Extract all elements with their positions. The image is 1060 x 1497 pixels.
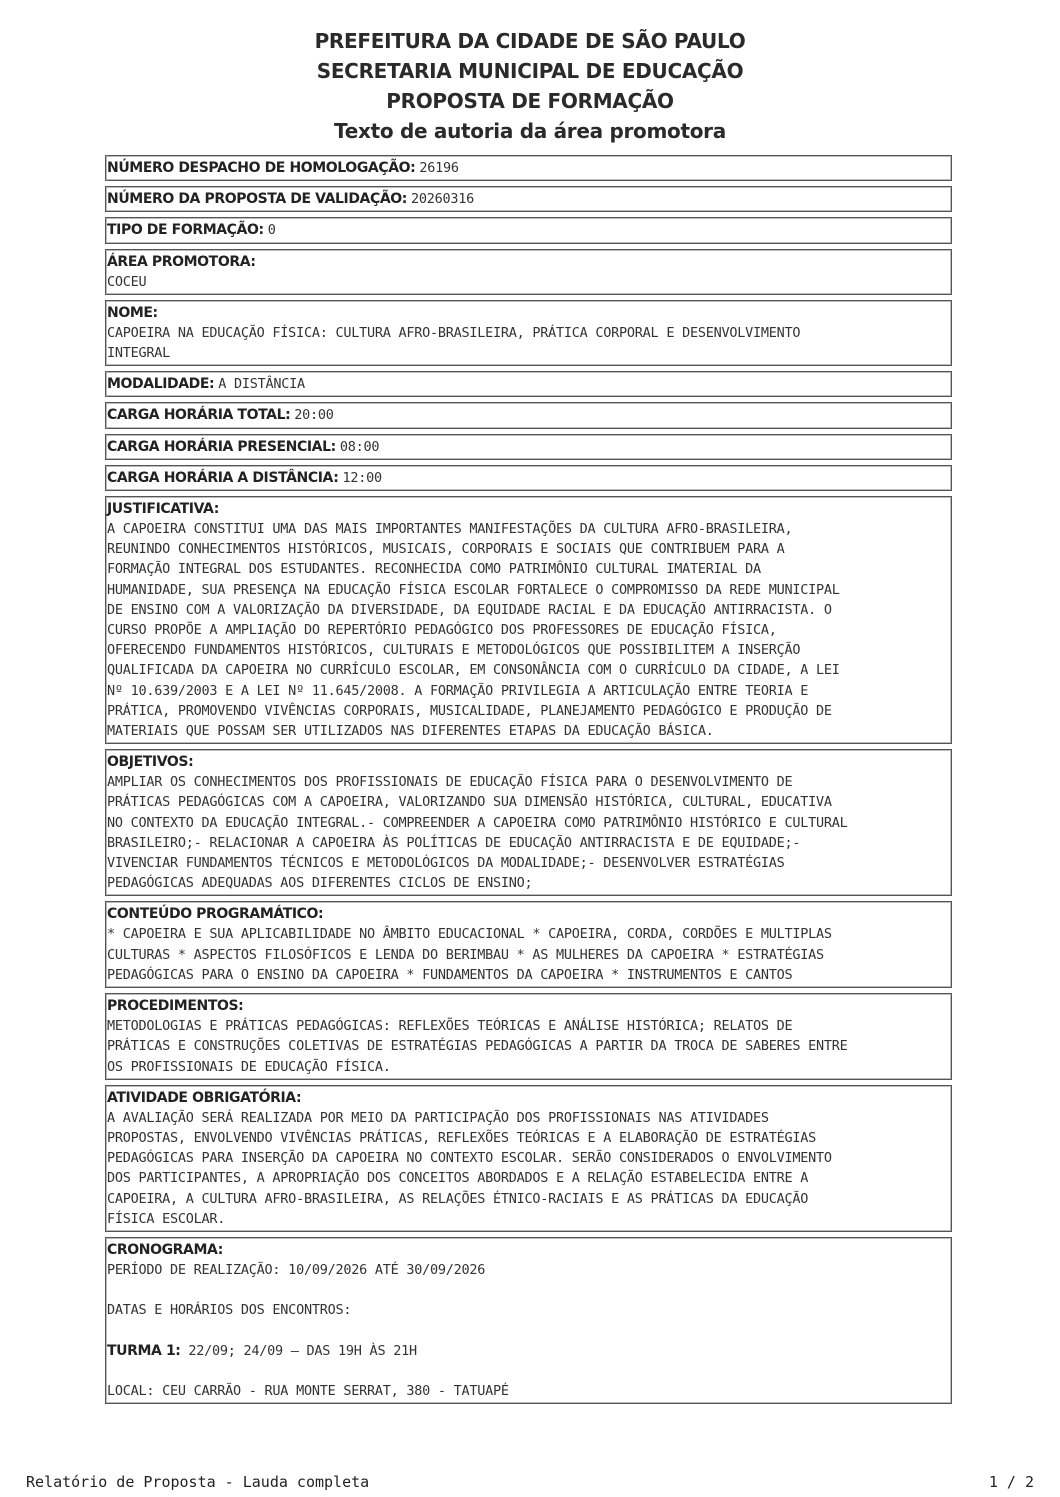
- turma-label: TURMA 1:: [107, 1342, 181, 1359]
- field-label: NOME:: [107, 304, 158, 321]
- field-label: ATIVIDADE OBRIGATÓRIA:: [107, 1089, 302, 1106]
- cronograma-spacer: [107, 1361, 950, 1381]
- field-value: 08:00: [339, 438, 380, 455]
- field-value: METODOLOGIAS E PRÁTICAS PEDAGÓGICAS: REFLEXÕES TEÓRICAS E ANÁLISE HISTÓRICA; RELATOS DE PRÁTICAS E CONSTRUÇÕES COLETIVAS DE ESTRATÉGIAS PEDAGÓGICAS A PARTIR DA TROCA DE SABERES ENTRE OS PROFISSIONAIS DE EDUCAÇÃO FÍSICA.: [107, 1018, 848, 1075]
- field-value: A AVALIAÇÃO SERÁ REALIZADA POR MEIO DA PARTICIPAÇÃO DOS PROFISSIONAIS NAS ATIVIDADES PROPOSTAS, ENVOLVENDO VIVÊNCIAS PRÁTICAS, REFLEXÕES TEÓRICAS E A ELABORAÇÃO DE ESTRATÉGIAS PEDAGÓGICAS PARA INSERÇÃO DA CAPOEIRA NO CONTEXTO ESCOLAR. SERÃO CONSIDERADOS O ENVOLVIMENTO DOS PARTICIPANTES, A APROPRIAÇÃO DOS CONCEITOS ABORDADOS E A RELAÇÃO ESTABELECIDA ENTRE A CAPOEIRA, A CULTURA AFRO-BRASILEIRA, AS RELAÇÕES ÉTNICO-RACIAIS E AS PRÁTICAS DA EDUCAÇÃO FÍSICA ESCOLAR.: [107, 1109, 832, 1227]
- cronograma-local: LOCAL: CEU CARRÃO - RUA MONTE SERRAT, 380 - TATUAPÉ: [107, 1383, 509, 1400]
- field-value: COCEU: [107, 273, 147, 290]
- header-proposta: PROPOSTA DE FORMAÇÃO: [386, 89, 674, 113]
- cronograma-spacer: [107, 1280, 950, 1300]
- field-modalidade: [105, 371, 952, 397]
- field-value: 12:00: [342, 469, 382, 486]
- field-carga-distancia: [105, 465, 952, 491]
- cronograma-periodo: PERÍODO DE REALIZAÇÃO: 10/09/2026 ATÉ 30/09/2026: [107, 1261, 486, 1278]
- field-label: CARGA HORÁRIA PRESENCIAL:: [107, 438, 336, 455]
- field-nome: [105, 300, 952, 366]
- field-label: CARGA HORÁRIA TOTAL:: [107, 407, 291, 424]
- field-label: MODALIDADE:: [107, 376, 215, 393]
- header-secretaria: SECRETARIA MUNICIPAL DE EDUCAÇÃO: [316, 59, 744, 83]
- field-label: CARGA HORÁRIA A DISTÂNCIA:: [107, 469, 339, 486]
- field-value: AMPLIAR OS CONHECIMENTOS DOS PROFISSIONAIS DE EDUCAÇÃO FÍSICA PARA O DESENVOLVIMENTO DE PRÁTICAS PEDAGÓGICAS COM A CAPOEIRA, VALORIZANDO SUA DIMENSÃO HISTÓRICA, CULTURAL, EDUCATIVA NO CONTEXTO DA EDUCAÇÃO INTEGRAL.- COMPREENDER A CAPOEIRA COMO PATRIMÔNIO HISTÓRICO E CULTURAL BRASILEIRO;- RELACIONAR A CAPOEIRA ÀS POLÍTICAS DE EDUCAÇÃO ANTIRRACISTA E DE EQUIDADE;- VIVENCIAR FUNDAMENTOS TÉCNICOS E METODOLÓGICOS DA MODALIDADE;- DESENVOLVER ESTRATÉGIAS PEDAGÓGICAS ADEQUADAS AOS DIFERENTES CICLOS DE ENSINO;: [107, 774, 848, 892]
- field-justificativa: [105, 496, 952, 744]
- field-value: 26196: [419, 160, 459, 176]
- field-label: NÚMERO DESPACHO DE HOMOLOGAÇÃO:: [107, 160, 416, 176]
- field-label: ÁREA PROMOTORA:: [107, 253, 256, 270]
- field-value: 20:00: [294, 407, 334, 424]
- field-area-promotora: [105, 249, 952, 295]
- field-tipo: [105, 217, 952, 243]
- field-conteudo-programatico: [105, 901, 952, 988]
- header-prefeitura: PREFEITURA DA CIDADE DE SÃO PAULO: [314, 29, 746, 53]
- field-label: PROCEDIMENTOS:: [107, 998, 244, 1015]
- field-label: NÚMERO DA PROPOSTA DE VALIDAÇÃO:: [107, 191, 407, 208]
- footer-title: Relatório de Proposta - Lauda completa: [26, 1473, 370, 1491]
- field-value: * CAPOEIRA E SUA APLICABILIDADE NO ÂMBITO EDUCACIONAL * CAPOEIRA, CORDA, CORDÕES E MULTIPLAS CULTURAS * ASPECTOS FILOSÓFICOS E LENDA DO BERIMBAU * AS MULHERES DA CAPOEIRA * ESTRATÉGIAS PEDAGÓGICAS PARA O ENSINO DA CAPOEIRA * FUNDAMENTOS DA CAPOEIRA * INSTRUMENTOS E CANTOS: [107, 926, 832, 983]
- cronograma-spacer: [107, 1321, 950, 1341]
- turma-value: 22/09; 24/09 — DAS 19H ÀS 21H: [188, 1342, 417, 1359]
- field-value: 0: [267, 222, 276, 239]
- field-label: CONTEÚDO PROGRAMÁTICO:: [107, 906, 324, 923]
- field-despacho: [105, 155, 952, 181]
- field-cronograma: [105, 1237, 952, 1404]
- field-proposta: [105, 186, 952, 212]
- document-header: [0, 26, 1060, 146]
- field-label: OBJETIVOS:: [107, 754, 194, 771]
- field-carga-presencial: [105, 434, 952, 460]
- field-label: TIPO DE FORMAÇÃO:: [107, 222, 264, 239]
- field-label: JUSTIFICATIVA:: [107, 501, 219, 518]
- proposal-fields: [105, 155, 952, 1409]
- field-value: 20260316: [411, 191, 475, 208]
- field-carga-total: [105, 402, 952, 428]
- field-value: A CAPOEIRA CONSTITUI UMA DAS MAIS IMPORTANTES MANIFESTAÇÕES DA CULTURA AFRO-BRASILEIRA, REUNINDO CONHECIMENTOS HISTÓRICOS, MUSICAIS, CORPORAIS E SOCIAIS QUE CONTRIBUEM PARA A FORMAÇÃO INTEGRAL DOS ESTUDANTES. RECONHECIDA COMO PATRIMÔNIO CULTURAL IMATERIAL DA HUMANIDADE, SUA PRESENÇA NA EDUCAÇÃO FÍSICA ESCOLAR FORTALECE O COMPROMISSO DA REDE MUNICIPAL DE ENSINO COM A VALORIZAÇÃO DA DIVERSIDADE, DA EQUIDADE RACIAL E DA EDUCAÇÃO ANTIRRACISTA. O CURSO PROPÕE A AMPLIAÇÃO DO REPERTÓRIO PEDAGÓGICO DOS PROFESSORES DE EDUCAÇÃO FÍSICA, OFERECENDO FUNDAMENTOS HISTÓRICOS, CULTURAIS E METODOLÓGICOS QUE POSSIBILITEM A INSERÇÃO QUALIFICADA DA CAPOEIRA NO CURRÍCULO ESCOLAR, EM CONSONÂNCIA COM O CURRÍCULO DA CIDADE, A LEI Nº 10.639/2003 E A LEI Nº 11.645/2008. A FORMAÇÃO PRIVILEGIA A ARTICULAÇÃO ENTRE TEORIA E PRÁTICA, PROMOVENDO VIVÊNCIAS CORPORAIS, MUSICALIDADE, PLANEJAMENTO PEDAGÓGICO E PRODUÇÃO DE MATERIAIS QUE POSSAM SER UTILIZADOS NAS DIFERENTES ETAPAS DA EDUCAÇÃO BÁSICA.: [107, 521, 840, 740]
- field-procedimentos: [105, 993, 952, 1080]
- header-subtitle: Texto de autoria da área promotora: [334, 119, 726, 143]
- field-label: CRONOGRAMA:: [107, 1241, 223, 1258]
- cronograma-turma: [107, 1341, 950, 1361]
- field-value: A DISTÂNCIA: [218, 376, 305, 393]
- field-atividade-obrigatoria: [105, 1085, 952, 1232]
- page-number: 1 / 2: [988, 1473, 1034, 1491]
- cronograma-datas: DATAS E HORÁRIOS DOS ENCONTROS:: [107, 1302, 352, 1319]
- field-value: CAPOEIRA NA EDUCAÇÃO FÍSICA: CULTURA AFRO-BRASILEIRA, PRÁTICA CORPORAL E DESENVOLVIMENTO INTEGRAL: [107, 324, 801, 362]
- field-objetivos: [105, 749, 952, 896]
